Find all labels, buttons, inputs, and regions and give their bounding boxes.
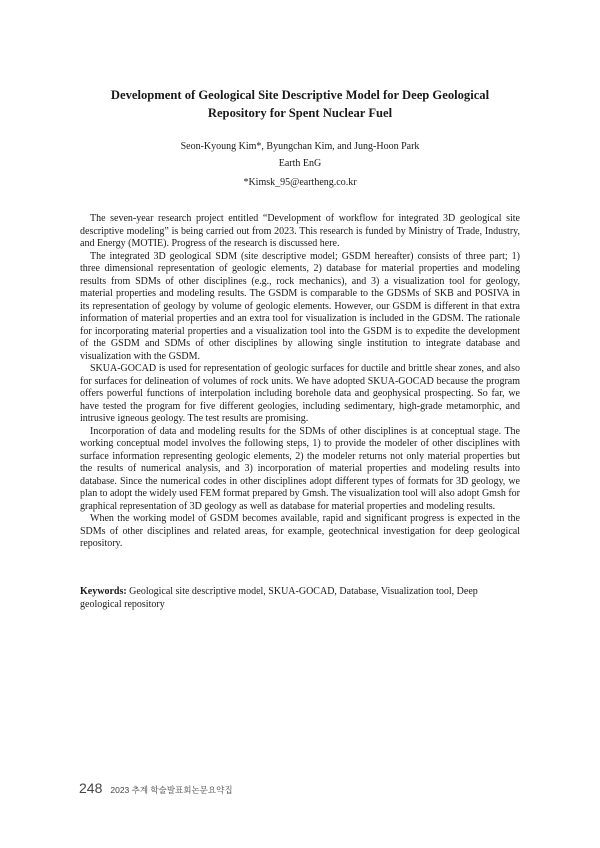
abstract-paragraph: The integrated 3D geological SDM (site descriptive model; GSDM hereafter) consists of three part; 1) three dimensional representation of geologic elements, 2) database for material properties and modeling results from SDMs of other disciplines (e.g., rock mechanics), and 3) a visualization tool for geology, material properties and modeling results. The GSDM is comparable to the GDSMs of SKB and POSIVA in its representation of geology by volume of geologic elements. However, our GSDM is different in that extra information of material properties and an extra tool for visualization is included in the GDSM. The rationale for incorporating material properties and a visualization tool into the GSDM is to expedite the development of the GSDM and SDMs of other disciplines by allowing single institution to integrate database and visualization with the GSDM. bbox=[80, 250, 520, 362]
journal-name: 2023 추계 학술발표회논문요약집 bbox=[110, 785, 233, 795]
abstract-paragraph: SKUA-GOCAD is used for representation of geologic surfaces for ductile and brittle shear zones, and also for surfaces for delineation of volumes of rock units. We have adopted SKUA-GOCAD because the program offers powerful functions of interpolation including borehole data and geophysical prospecting. So far, we have tested the program for five different geologies, including sedimentary, high-grade metamorphic, and intrusive igneous geology. The test results are promising. bbox=[80, 363, 520, 424]
page-number: 248 bbox=[79, 780, 103, 796]
abstract-paragraph: When the working model of GSDM becomes available, rapid and significant progress is expected in the SDMs of other disciplines and related areas, for example, geotechnical investigation for deep geological repository. bbox=[80, 513, 520, 549]
corresponding-email: *Kimsk_95@eartheng.co.kr bbox=[243, 177, 357, 188]
keywords-section bbox=[80, 586, 520, 611]
author-list: Seon-Kyoung Kim*, Byungchan Kim, and Jung-Hoon Park bbox=[180, 141, 420, 152]
paper-title: Development of Geological Site Descriptive Model for Deep Geological Repository for Spent Nuclear Fuel bbox=[110, 88, 490, 120]
abstract-paragraph: The seven-year research project entitled “Development of workflow for integrated 3D geological site descriptive modeling” is being carried out from 2023. This research is funded by Ministry of Trade, Industry, and Energy (MOTIE). Progress of the research is discussed here. bbox=[80, 213, 520, 249]
abstract-paragraph: Incorporation of data and modeling results for the SDMs of other disciplines is at conceptual stage. The working conceptual model involves the following steps, 1) to provide the modeler of other disciplines with surface information representing geologic elements, 2) the modeler returns not only material properties but the results of numerical analysis, and 3) incorporation of material properties and modeling results into database. Since the numerical codes in other disciplines adopt different types of formats for 3D geology, we plan to adopt the widely used FEM format prepared by Gmsh. The visualization tool will also adopt Gmsh for graphical representation of 3D geology as well as database for material properties and modeling results. bbox=[80, 425, 521, 512]
keywords-text: Geological site descriptive model, SKUA-GOCAD, Database, Visualization tool, Deep geological repository bbox=[80, 586, 478, 610]
abstract-body bbox=[80, 213, 520, 551]
affiliation: Earth EnG bbox=[278, 158, 322, 169]
keywords-label: Keywords: bbox=[80, 586, 127, 597]
page-footer bbox=[79, 780, 233, 796]
